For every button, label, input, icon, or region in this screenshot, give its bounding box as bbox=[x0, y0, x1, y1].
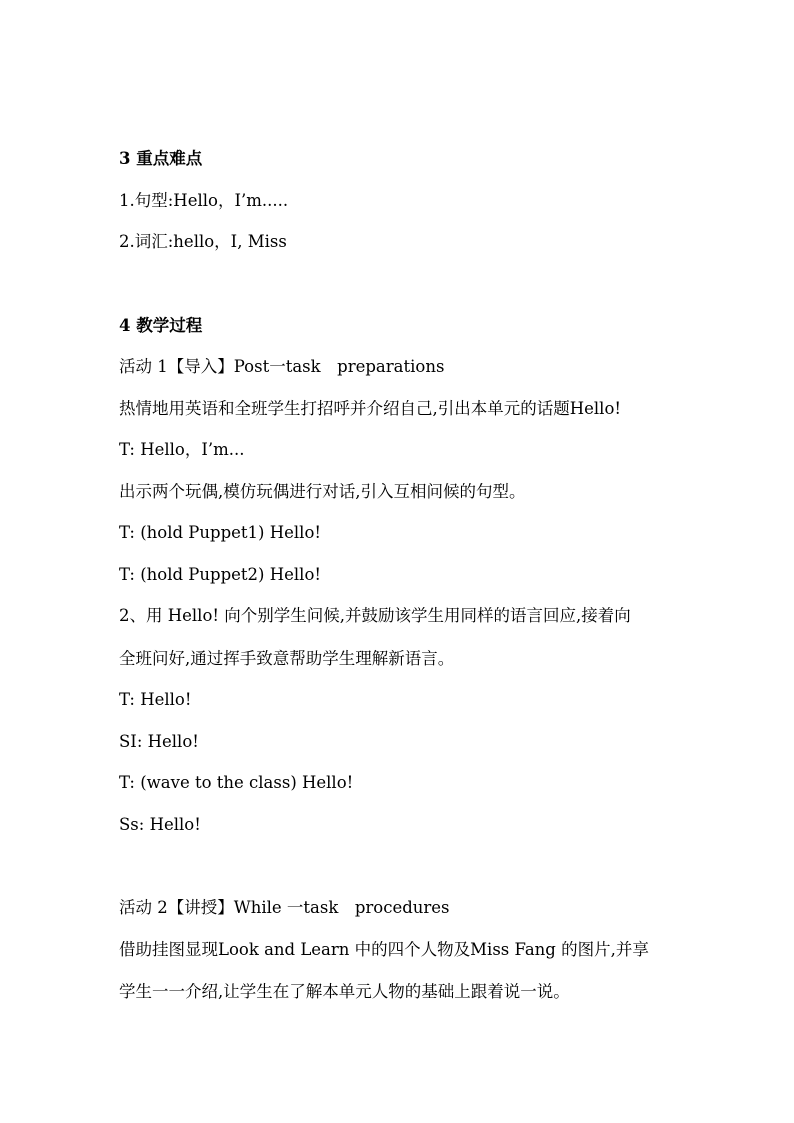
activity-1-line: T: (wave to the class) Hello! bbox=[119, 773, 354, 792]
activity-2-line: 学生一一介绍,让学生在了解本单元人物的基础上跟着说一说。 bbox=[119, 982, 570, 1001]
activity-1-line: T: Hello! bbox=[119, 690, 192, 709]
activity-1-title: 活动 1【导入】Post一task preparations bbox=[119, 357, 445, 376]
activity-1-line: 出示两个玩偶,模仿玩偶进行对话,引入互相问候的句型。 bbox=[119, 482, 526, 501]
activity-1-line: T: Hello，I’m... bbox=[119, 440, 245, 459]
key-point-vocabulary: 2.词汇:hello，I, Miss bbox=[119, 232, 287, 251]
section-3-heading: 3 重点难点 bbox=[119, 149, 203, 168]
activity-2-title: 活动 2【讲授】While 一task procedures bbox=[119, 898, 450, 917]
activity-1-line: 热情地用英语和全班学生打招呼并介绍自己,引出本单元的话题Hello! bbox=[119, 399, 622, 418]
activity-1-line: T: (hold Puppet2) Hello! bbox=[119, 565, 322, 584]
section-4-heading: 4 教学过程 bbox=[119, 316, 203, 335]
activity-1-line: 全班问好,通过挥手致意帮助学生理解新语言。 bbox=[119, 649, 455, 668]
key-point-sentence-pattern: 1.句型:Hello，I’m..... bbox=[119, 191, 289, 210]
activity-2-line: 借助挂图显现Look and Learn 中的四个人物及Miss Fang 的图片,并享 bbox=[119, 940, 649, 959]
activity-1-line: 2、用 Hello! 向个别学生问候,并鼓励该学生用同样的语言回应,接着向 bbox=[119, 606, 631, 625]
activity-1-line: Ss: Hello! bbox=[119, 815, 201, 834]
activity-1-line: T: (hold Puppet1) Hello! bbox=[119, 523, 322, 542]
activity-1-line: SI: Hello! bbox=[119, 732, 199, 751]
